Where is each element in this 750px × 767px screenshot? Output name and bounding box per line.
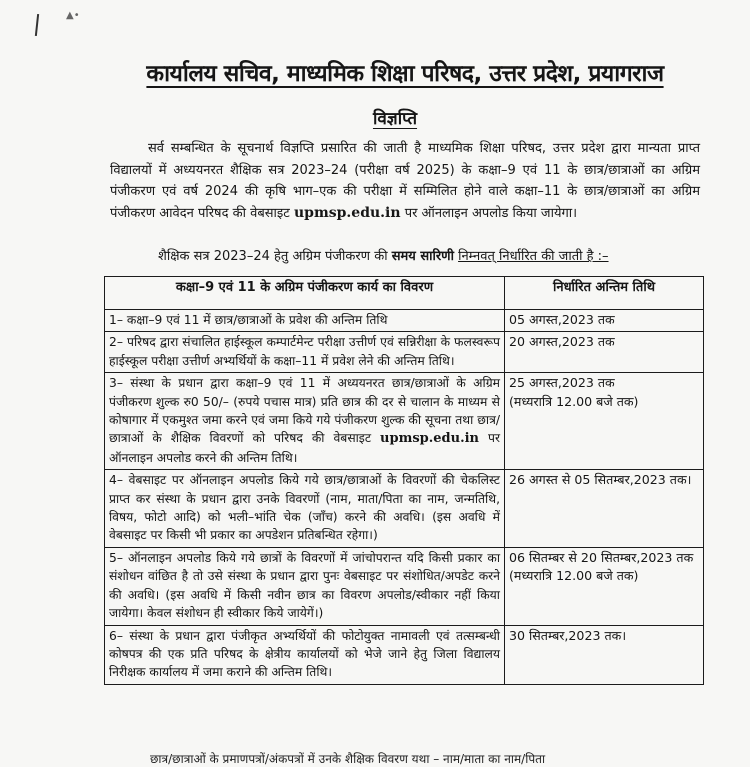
row-1-date-text: 05 अगस्त,2023 तक: [509, 312, 615, 327]
row-3-date-note: (मध्यरात्रि 12.00 बजे तक): [509, 393, 639, 409]
row-2-date: [505, 332, 704, 373]
table-row: [105, 625, 704, 684]
table-row: [105, 310, 704, 332]
row-4-date: [505, 470, 704, 548]
row-5-description: 5– ऑनलाइन अपलोड किये गये छात्रों के विवरणों में जांचोपरान्त यदि किसी प्रकार का संशोधन वांछित है तो उसे संस्था के प्रधान द्वारा पुनः वेबसाइट पर संशोधित/अपडेट करने की अवधि। (इस अवधि में किसी नवीन छात्र का विवरण अपलोड/स्वीकार नहीं किया जायेगा। केवल संशोधन ही स्वीकार किये जायेगें।): [105, 547, 505, 625]
table-row: [105, 547, 704, 625]
row-5-date-note: (मध्यरात्रि 12.00 बजे तक): [509, 568, 639, 584]
intro-text-b: पर ऑनलाइन अपलोड किया जायेगा।: [404, 205, 578, 221]
schedule-intro-a: शैक्षिक सत्र 2023–24 हेतु अग्रिम पंजीकरण की: [158, 249, 388, 264]
table-row: [105, 332, 704, 373]
row-6-date: [505, 625, 704, 684]
row-1-date: [505, 310, 704, 332]
row-3-date-text: 25 अगस्त,2023 तक: [509, 375, 615, 391]
row-3-website: upmsp.edu.in: [380, 431, 479, 447]
table-row: [105, 470, 704, 548]
row-5-date: [505, 547, 704, 625]
schedule-intro: [158, 246, 698, 264]
row-5-date-text: 06 सितम्बर से 20 सितम्बर,2023 तक: [509, 549, 694, 565]
row-2-date-text: 20 अगस्त,2023 तक: [509, 334, 615, 350]
row-6-date-text: 30 सितम्बर,2023 तक।: [509, 627, 627, 643]
row-3-date: [505, 373, 704, 470]
row-3-text-b: पर ऑनलाइन अपलोड करने की अन्तिम तिथि।: [109, 431, 500, 465]
row-4-date-text: 26 अगस्त से 05 सितम्बर,2023 तक।: [509, 472, 692, 488]
row-3-description: [105, 373, 505, 470]
header-description: कक्षा–9 एवं 11 के अग्रिम पंजीकरण कार्य का विवरण: [105, 277, 505, 310]
table-row: [105, 373, 704, 470]
scan-speck: ▲•: [66, 10, 80, 21]
intro-text-a: सर्व सम्बन्धित के सूचनार्थ विज्ञप्ति प्रसारित की जाती है माध्यमिक शिक्षा परिषद, उत्तर प्रदेश द्वारा मान्यता प्राप्त विद्यालयों में अध्ययनरत शैक्षिक सत्र 2023–24 (परीक्षा वर्ष 2025) के कक्षा–9 एवं 11 के छात्र/छात्राओं का अग्रिम पंजीकरण एवं वर्ष 2024 की कृषि भाग–एक की परीक्षा में सम्मिलित होने वाले कक्षा–11 के छात्र/छात्राओं का अग्रिम पंजीकरण आवेदन परिषद की वेबसाइट: [110, 141, 700, 221]
bottom-partial-text: छात्र/छात्राओं के प्रमाणपत्रों/अंकपत्रों में उनके शैक्षिक विवरण यथा – नाम/माता का नाम/पिता: [150, 752, 546, 766]
office-title: कार्यालय सचिव, माध्यमिक शिक्षा परिषद, उत्तर प्रदेश, प्रयागराज: [146, 61, 664, 87]
notice-title: विज्ञप्ति: [372, 109, 418, 129]
row-3-text-a: 3– संस्था के प्रधान द्वारा कक्षा–9 एवं 11 में अध्ययनरत छात्र/छात्राओं के अग्रिम पंजीकरण शुल्क रु0 50/– (रुपये पचास मात्र) प्रति छात्र की दर से चालान के माध्यम से कोषागार में एकमुश्त जमा करने एवं जमा किये गये पंजीकरण शुल्क की सूचना तथा छात्र/छात्राओं के शैक्षिक विवरणों को परिषद की वेबसाइट: [109, 376, 500, 446]
intro-paragraph: [110, 138, 700, 224]
row-1-description: 1– कक्षा–9 एवं 11 में छात्र/छात्राओं के प्रवेश की अन्तिम तिथि: [105, 310, 505, 332]
schedule-table: [104, 276, 704, 685]
row-2-description: 2– परिषद द्वारा संचालित हाईस्कूल कम्पार्टमेन्ट परीक्षा उत्तीर्ण एवं सन्निरीक्षा के फलस्वरूप हाईस्कूल परीक्षा उत्तीर्ण अभ्यर्थियों के कक्षा–11 में प्रवेश लेने की अन्तिम तिथि।: [105, 332, 505, 373]
schedule-intro-b: निम्नवत् निर्धारित की जाती है :–: [458, 249, 609, 264]
row-6-description: 6– संस्था के प्रधान द्वारा पंजीकृत अभ्यर्थियों की फोटोयुक्त नामावली एवं तत्सम्बन्धी कोषपत्र की एक प्रति परिषद के क्षेत्रीय कार्यालयों को भेजे जाने हेतु जिला विद्यालय निरीक्षक कार्यालय में जमा कराने की अन्तिम तिथि।: [105, 625, 505, 684]
website-link: upmsp.edu.in: [293, 204, 401, 221]
pen-mark: [35, 14, 39, 36]
row-4-description: 4– वेबसाइट पर ऑनलाइन अपलोड किये गये छात्र/छात्राओं के विवरणों की चेकलिस्ट प्राप्त कर संस्था के प्रधान द्वारा उनके विवरणों (नाम, माता/पिता का नाम, जन्मतिथि, विषय, फोटो आदि) को भली–भांति चेक (जाँच) करने की अवधि। (इस अवधि में वेबसाइट पर किसी भी प्रकार का अपडेशन प्रतिबन्धित रहेगा।): [105, 470, 505, 548]
table-header-row: [105, 277, 704, 310]
schedule-intro-bold: समय सारिणी: [391, 249, 454, 264]
header-last-date: निर्धारित अन्तिम तिथि: [505, 277, 704, 310]
